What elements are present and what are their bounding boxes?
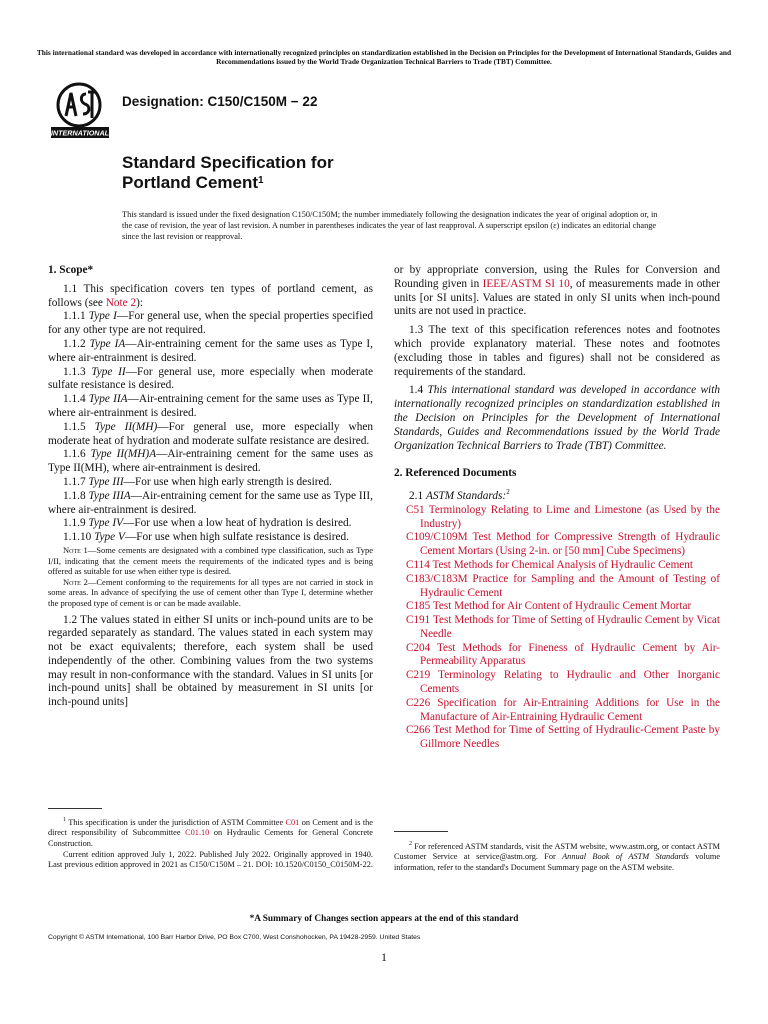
note-2-link[interactable]: Note 2 [105, 296, 137, 309]
subcommittee-c01-10-link[interactable]: C01.10 [185, 828, 210, 838]
standard-code-link[interactable]: C219 [406, 669, 431, 682]
astm-standards-label: 2.1 ASTM Standards:$^2$ [409, 488, 510, 502]
standard-title-link[interactable]: Terminology Relating to Hydraulic and Other Inorganic Cements [420, 669, 720, 696]
left-column [48, 264, 373, 710]
standard-code-link[interactable]: C191 [406, 614, 431, 627]
cement-type-item: 1.1.6 Type II(MH)A—Air-entraining cement for the same uses as Type II(MH), where air-entrainment is desired. [48, 448, 373, 475]
referenced-standard-item [394, 614, 720, 642]
ieee-astm-si-10-link[interactable]: IEEE/ASTM SI 10 [482, 277, 570, 290]
standard-title-link[interactable]: Test Methods for Time of Setting of Hydraulic Cement by Vicat Needle [420, 614, 720, 640]
scope-1-2: 1.2 The values stated in either SI units or inch-pound units are to be regarded separately as standard. The values stated in each system may not be exact equivalents; therefore, each system shall be used independently of the other. Combining values from the two systems may result in non-conformance with the standard. Values in SI units [or inch-pound units] shall be obtained by measurement in SI units [or inch-pound units] [48, 613, 373, 709]
international-standard-notice: This international standard was developed in accordance with internationally recognized principles on standardization established in the Decision on Principles for the Development of International Standards, Guides and Recommendations issued by the World Trade Organization Technical Barriers to Trade (TBT) Committee. [36, 48, 732, 66]
standard-title-link[interactable]: Test Methods for Chemical Analysis of Hydraulic Cement [432, 558, 693, 571]
standard-code-link[interactable]: C109/C109M [406, 531, 468, 544]
note-1: Note 1—Some cements are designated with a combined type classification, such as Type I/II, indicating that the cement meets the requirements of the indicated types and is being offered as suitable for use when either type is desired. [48, 544, 373, 577]
cement-type-item: 1.1.7 Type III—For use when high early strength is desired. [63, 475, 332, 488]
cement-types-list [48, 310, 373, 545]
referenced-standards-list [394, 504, 720, 752]
cement-type-item: 1.1.2 Type IA—Air-entraining cement for the same uses as Type I, where air-entrainment is desired. [48, 337, 374, 364]
scope-heading: 1. Scope* [48, 264, 94, 276]
footnote-1: $^1$ This specification is under the jurisdiction of ASTM Committee C01 on Cement and is the direct responsibility of Subcommittee C01.10 on Hydraulic Cements for General Concrete Construction. Current edition approved July 1, 2022. Published July 2022. Originally approved in 1940. Last previous edition approved in 2021 as C150/C150M – 21. DOI: 10.1520/C0150_C0150M-22. [48, 817, 373, 870]
cement-type-item: 1.1.9 Type IV—For use when a low heat of hydration is desired. [63, 517, 352, 530]
right-column [394, 264, 720, 752]
standard-title-link[interactable]: Test Method for Compressive Strength of Hydraulic Cement Mortars (Using 2-in. or [50 mm] Cube Specimens) [420, 531, 720, 558]
footnote-2: $^2$ For referenced ASTM standards, visit the ASTM website, www.astm.org, or contact ASTM Customer Service at service@astm.org. For Annual Book of ASTM Standards volume information, refer to the standard's Document Summary page on the ASTM website. [394, 841, 721, 872]
standard-title-link[interactable]: Test Methods for Fineness of Hydraulic Cement by Air-Permeability Apparatus [420, 641, 720, 668]
footnote-divider-left [48, 808, 102, 809]
cement-type-item: 1.1.4 Type IIA—Air-entraining cement for the same uses as Type II, where air-entrainment is desired. [48, 393, 374, 419]
standard-code-link[interactable]: C185 [406, 600, 431, 613]
summary-of-changes-note: *A Summary of Changes section appears at the end of this standard [249, 914, 519, 924]
standard-title-link[interactable]: Test Method for Time of Setting of Hydraulic-Cement Paste by Gillmore Needles [420, 724, 720, 751]
standard-code-link[interactable]: C51 [406, 503, 425, 516]
standard-title-link[interactable]: Practice for Sampling and the Amount of Testing of Hydraulic Cement [420, 572, 721, 599]
cement-type-item: 1.1.3 Type II—For general use, more especially when moderate sulfate resistance is desired. [48, 365, 373, 392]
referenced-standard-item [394, 697, 720, 725]
page-number: 1 [381, 950, 387, 964]
designation: Designation: C150/C150M − 22 [122, 94, 318, 109]
title-line-1: Standard Specification for [122, 153, 334, 172]
standard-title-link[interactable]: Test Method for Air Content of Hydraulic Cement Mortar [432, 600, 692, 613]
standard-title-link[interactable]: Terminology Relating to Lime and Limestone (as Used by the Industry) [420, 503, 720, 530]
copyright: Copyright © ASTM International, 100 Barr Harbor Drive, PO Box C700, West Conshohocken, PA 19428-2959. United States [48, 934, 421, 941]
referenced-standard-item [394, 573, 720, 601]
standard-code-link[interactable]: C204 [406, 641, 431, 654]
references-heading: 2. Referenced Documents [394, 467, 517, 480]
standard-title-link[interactable]: Specification for Air-Entraining Additions for Use in the Manufacture of Air-Entraining Hydraulic Cement [420, 696, 721, 723]
cement-type-item: 1.1.8 Type IIIA—Air-entraining cement for the same use as Type III, where air-entrainment is desired. [48, 489, 373, 516]
referenced-standard-item [394, 642, 720, 670]
scope-1-2-continued: or by appropriate conversion, using the Rules for Conversion and Rounding given in IEEE/ASTM SI 10, of measurements made in other units [or SI units]. Values are stated in only SI units when inch-pound units are not used in practice. [394, 264, 720, 318]
logo-subtext: INTERNATIONAL [50, 128, 110, 138]
page-title [122, 153, 334, 193]
standard-code-link[interactable]: C183/C183M [406, 572, 468, 585]
committee-c01-link[interactable]: C01 [285, 817, 300, 827]
cement-type-item: 1.1.1 Type I—For general use, when the special properties specified for any other type are not required. [48, 310, 373, 337]
scope-1-3: 1.3 The text of this specification references notes and footnotes which provide explanatory material. These notes and footnotes (excluding those in tables and figures) shall not be considered as requirements of the standard. [394, 324, 720, 378]
standard-code-link[interactable]: C226 [406, 696, 431, 709]
astm-logo [47, 80, 117, 140]
referenced-standard-item [394, 531, 720, 559]
note-2: Note 2—Cement conforming to the requirements for all types are not carried in stock in some areas. In advance of specifying the use of cement other than Type I, determine whether the proposed type of cement is or can be made available. [48, 576, 373, 608]
standard-code-link[interactable]: C266 [406, 724, 431, 737]
edition-note: Current edition approved July 1, 2022. Published July 2022. Originally approved in 1940. Last previous edition approved in 2021 as C150/C150M – 21. DOI: 10.1520/C0150_C0150M-22. [48, 849, 373, 870]
referenced-standard-item [394, 559, 720, 573]
scope-1-1: 1.1 This specification covers ten types of portland cement, as follows (see Note 2): [48, 282, 373, 309]
referenced-standard-item [394, 724, 720, 752]
referenced-standard-item [394, 504, 720, 532]
cement-type-item: 1.1.10 Type V—For use when high sulfate resistance is desired. [63, 531, 349, 544]
referenced-standard-item [394, 600, 720, 614]
title-line-2: Portland Cement [122, 173, 259, 192]
cement-type-item: 1.1.5 Type II(MH)—For general use, more especially when moderate heat of hydration and moderate sulfate resistance are desired. [48, 420, 374, 447]
standard-code-link[interactable]: C114 [406, 558, 430, 571]
issue-note: This standard is issued under the fixed designation C150/C150M; the number immediately following the designation indicates the year of original adoption or, in the case of revision, the year of last revision. A number in parentheses indicates the year of last reapproval. A superscript epsilon (ε) indicates an editorial change since the last revision or reapproval. [122, 210, 658, 241]
referenced-standard-item [394, 669, 720, 697]
title-footnote-mark: 1 [258, 175, 264, 186]
footnote-divider-right [394, 831, 448, 832]
scope-1-4: 1.4 This international standard was developed in accordance with internationally recognized principles on standardization established in the Decision on Principles for the Development of International Standards, Guides and Recommendations issued by the World Trade Organization Technical Barriers to Trade (TBT) Committee. [394, 384, 720, 452]
